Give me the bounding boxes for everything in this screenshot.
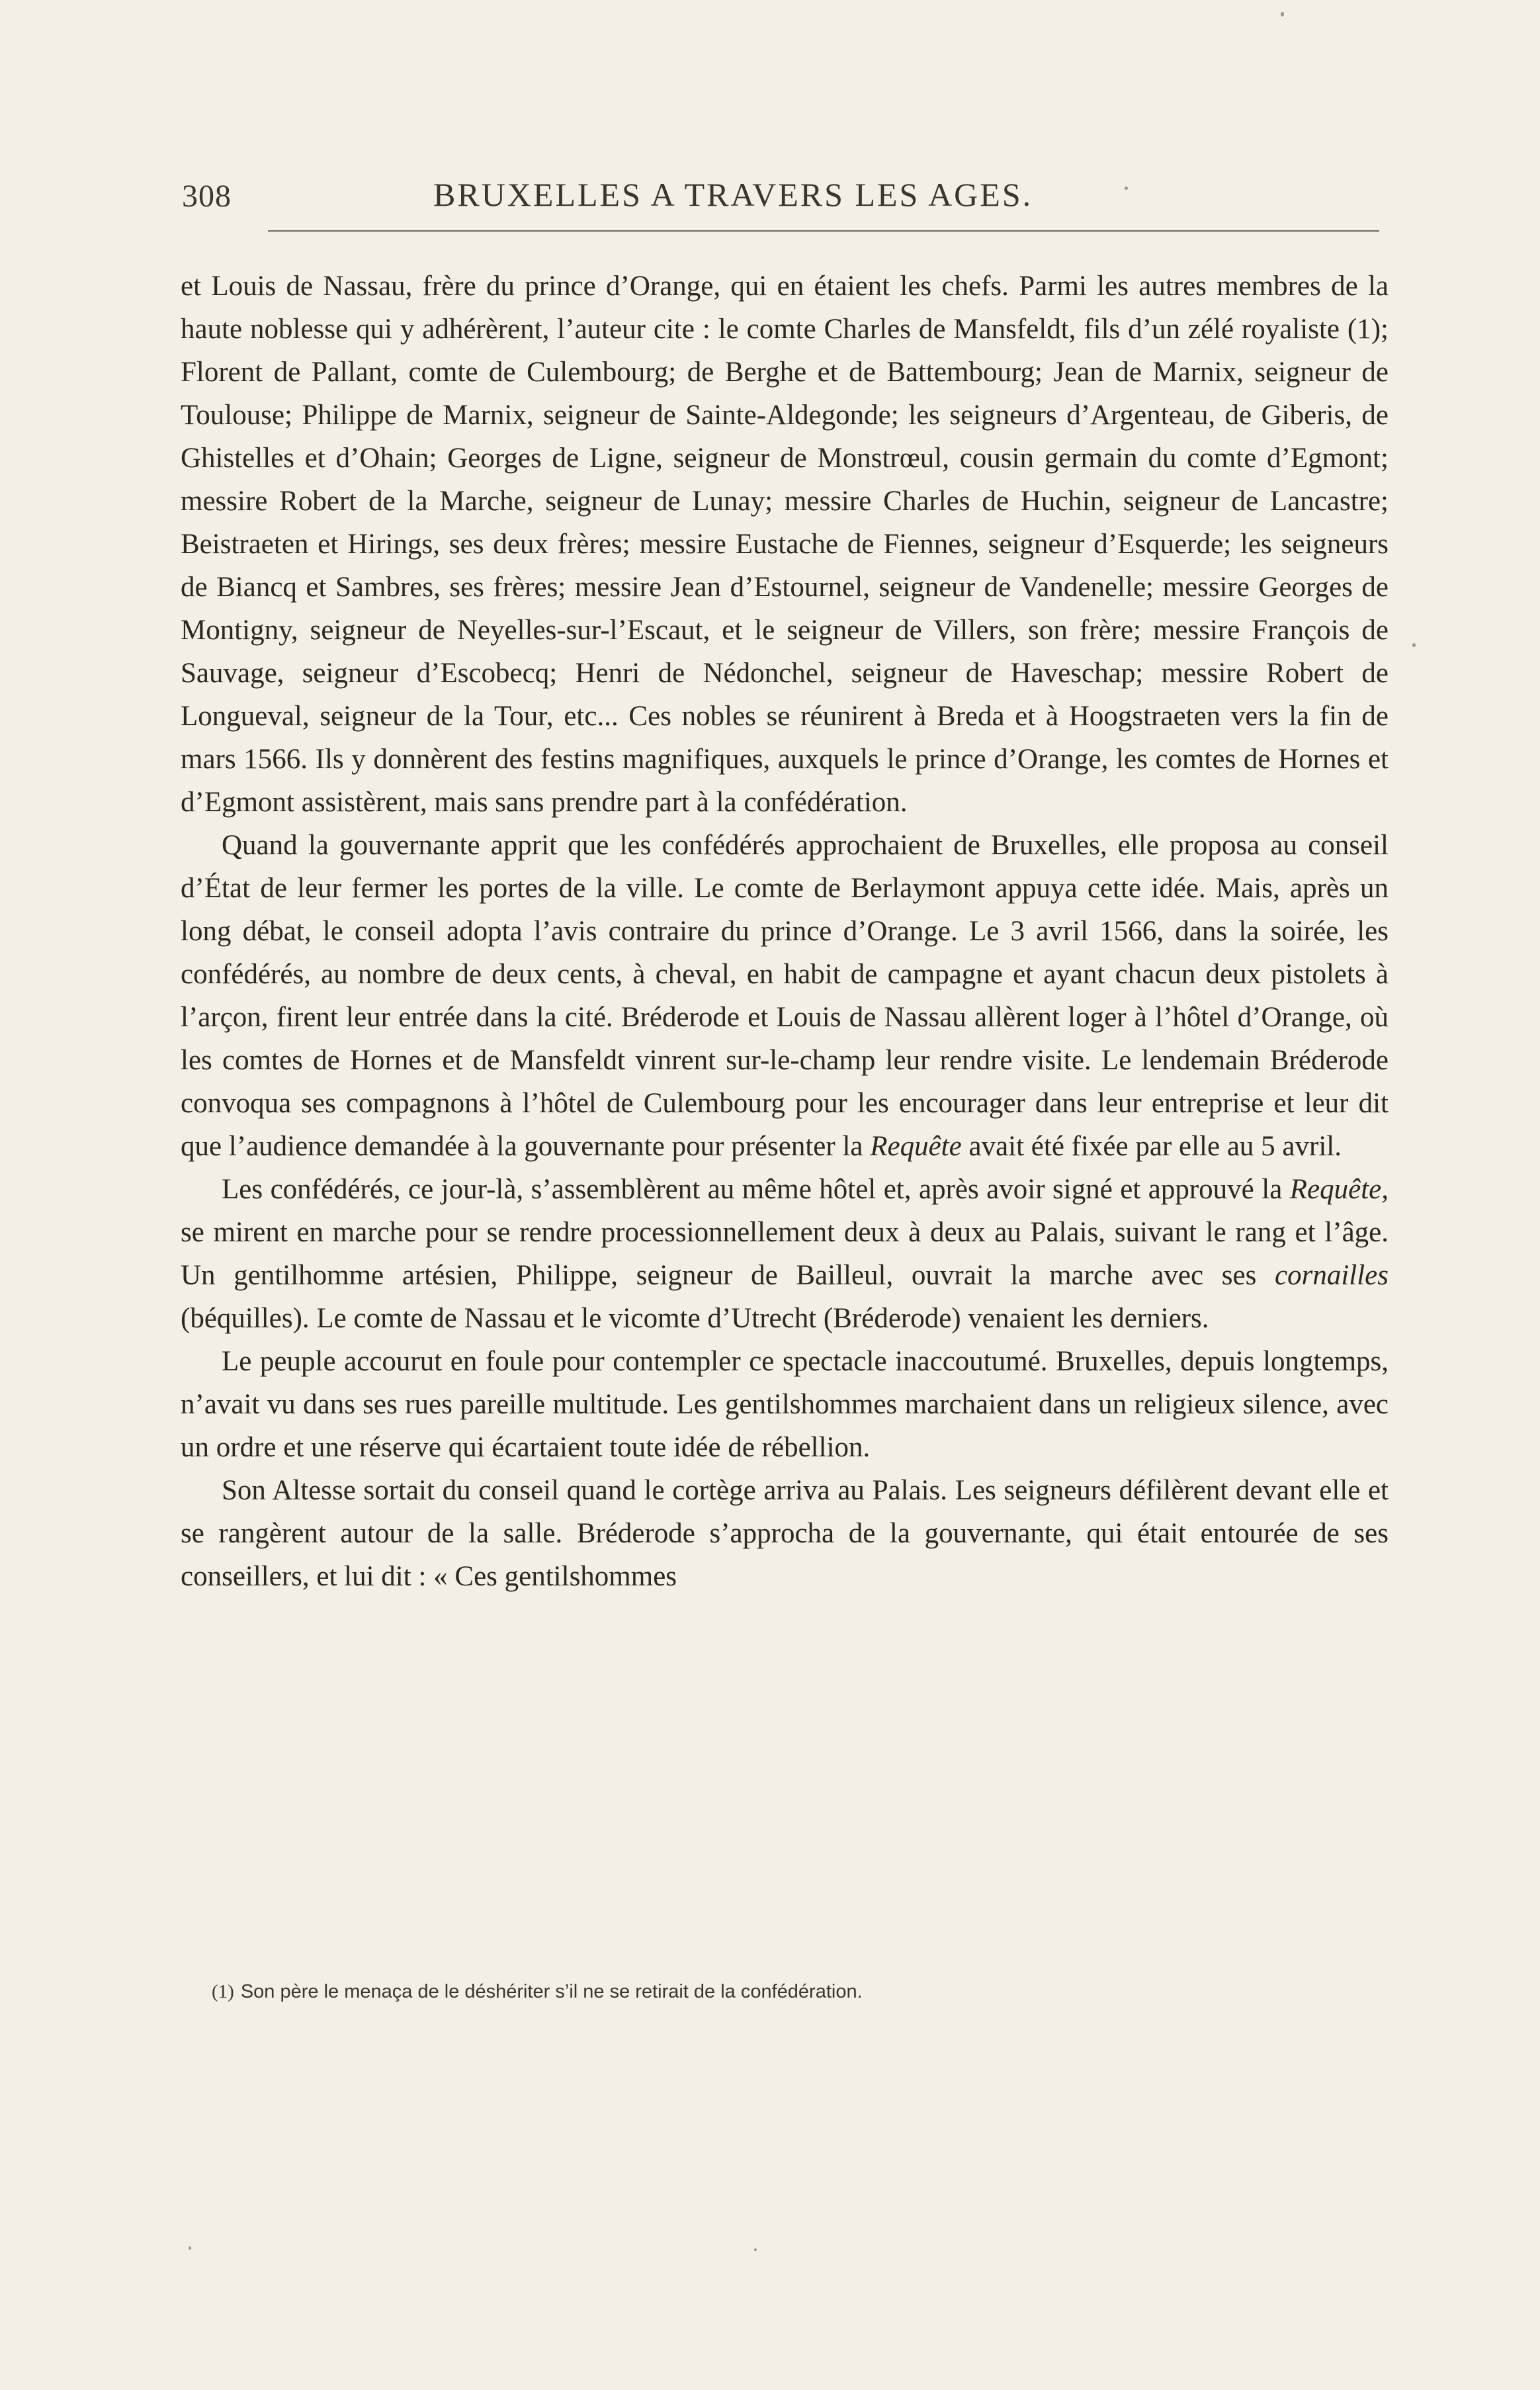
paragraph-2 xyxy=(181,824,1389,1168)
paper-speck xyxy=(189,2246,191,2250)
paragraph-text: Quand la gouvernante apprit que les confédérés approchaient de Bruxelles, elle proposa au conseil d’État de leur fermer les portes de la ville. Le comte de Berlaymont appuya cette idée. Mais, après un long débat, le conseil adopta l’avis contraire du prince d’Orange. Le 3 avril 1566, dans la soirée, les confédérés, au nombre de deux cents, à cheval, en habit de campagne et ayant chacun deux pistolets à l’arçon, firent leur entrée dans la cité. Bréderode et Louis de Nassau allèrent loger à l’hôtel d’Orange, où les comtes de Hornes et de Mansfeldt vinrent sur-le-champ leur rendre visite. Le lendemain Bréderode convoqua ses compagnons à l’hôtel de Culembourg pour les encourager dans leur entreprise et leur dit que l’audience demandée à la gouvernante pour présenter la xyxy=(181,830,1389,1162)
paragraph-text: se mirent en marche pour se rendre processionnellement deux à deux au Palais, suivant le rang et l’âge. Un gentilhomme artésien, Philippe, seigneur de Bailleul, ouvrait la marche avec ses xyxy=(181,1217,1389,1291)
page-number: 308 xyxy=(182,179,232,214)
paper-speck xyxy=(1281,12,1284,17)
paragraph-text: avait été fixée par elle au 5 avril. xyxy=(961,1131,1342,1162)
paper-speck xyxy=(754,2248,757,2251)
paragraph-3 xyxy=(181,1168,1389,1340)
paper-speck xyxy=(1412,643,1416,647)
header-divider xyxy=(268,230,1379,232)
italic-term: Requête, xyxy=(1289,1174,1389,1205)
body-text xyxy=(181,265,1389,1598)
paragraph-text: Son Altesse sortait du conseil quand le cortège arriva au Palais. Les seigneurs défilèrent devant elle et se rangèrent autour de la salle. Bréderode s’approcha de la gouvernante, qui était entourée de ses conseillers, et lui dit : « Ces gentilshommes xyxy=(181,1475,1389,1592)
footnote-marker: (1) xyxy=(212,1981,234,2002)
paragraph-4 xyxy=(181,1340,1389,1469)
paragraph-text: (béquilles). Le comte de Nassau et le vicomte d’Utrecht (Bréderode) venaient les derniers. xyxy=(181,1303,1209,1334)
paragraph-text: Les confédérés, ce jour-là, s’assemblèrent au même hôtel et, après avoir signé et approuvé la xyxy=(222,1174,1290,1205)
paragraph-1 xyxy=(181,265,1389,824)
paragraph-5 xyxy=(181,1469,1389,1598)
paragraph-text: Le peuple accourut en foule pour contempler ce spectacle inaccoutumé. Bruxelles, depuis longtemps, n’avait vu dans ses rues pareille multitude. Les gentilshommes marchaient dans un religieux silence, avec un ordre et une réserve qui écartaient toute idée de rébellion. xyxy=(181,1346,1389,1463)
paragraph-text: et Louis de Nassau, frère du prince d’Orange, qui en étaient les chefs. Parmi les autres membres de la haute noblesse qui y adhérèrent, l’auteur cite : le comte Charles de Mansfeldt, fils d’un zélé royaliste (1); Florent de Pallant, comte de Culembourg; de Berghe et de Battembourg; Jean de Marnix, seigneur de Toulouse; Philippe de Marnix, seigneur de Sainte-Aldegonde; les seigneurs d’Argenteau, de Giberis, de Ghistelles et d’Ohain; Georges de Ligne, seigneur de Monstrœul, cousin germain du comte d’Egmont; messire Robert de la Marche, seigneur de Lunay; messire Charles de Huchin, seigneur de Lancastre; Beistraeten et Hirings, ses deux frères; messire Eustache de Fiennes, seigneur d’Esquerde; les seigneurs de Biancq et Sambres, ses frères; messire Jean d’Estournel, seigneur de Vandenelle; messire Georges de Montigny, seigneur de Neyelles-sur-l’Escaut, et le seigneur de Villers, son frère; messire François de Sauvage, seigneur d’Escobecq; Henri de Nédonchel, seigneur de Haveschap; messire Robert de Longueval, seigneur de la Tour, etc... Ces nobles se réunirent à Breda et à Hoogstraeten vers la fin de mars 1566. Ils y donnèrent des festins magnifiques, auxquels le prince d’Orange, les comtes de Hornes et d’Egmont assistèrent, mais sans prendre part à la confédération. xyxy=(181,271,1389,818)
italic-term: cornailles xyxy=(1275,1260,1389,1291)
page-header xyxy=(182,169,1379,222)
italic-term: Requête xyxy=(870,1131,962,1162)
footnote-text: Son père le menaça de le déshériter s’il ne se retirait de la confédération. xyxy=(240,1981,863,2002)
footnote xyxy=(212,1978,1376,2005)
paper-speck xyxy=(1125,187,1128,190)
running-title: BRUXELLES A TRAVERS LES AGES. xyxy=(433,176,1033,213)
